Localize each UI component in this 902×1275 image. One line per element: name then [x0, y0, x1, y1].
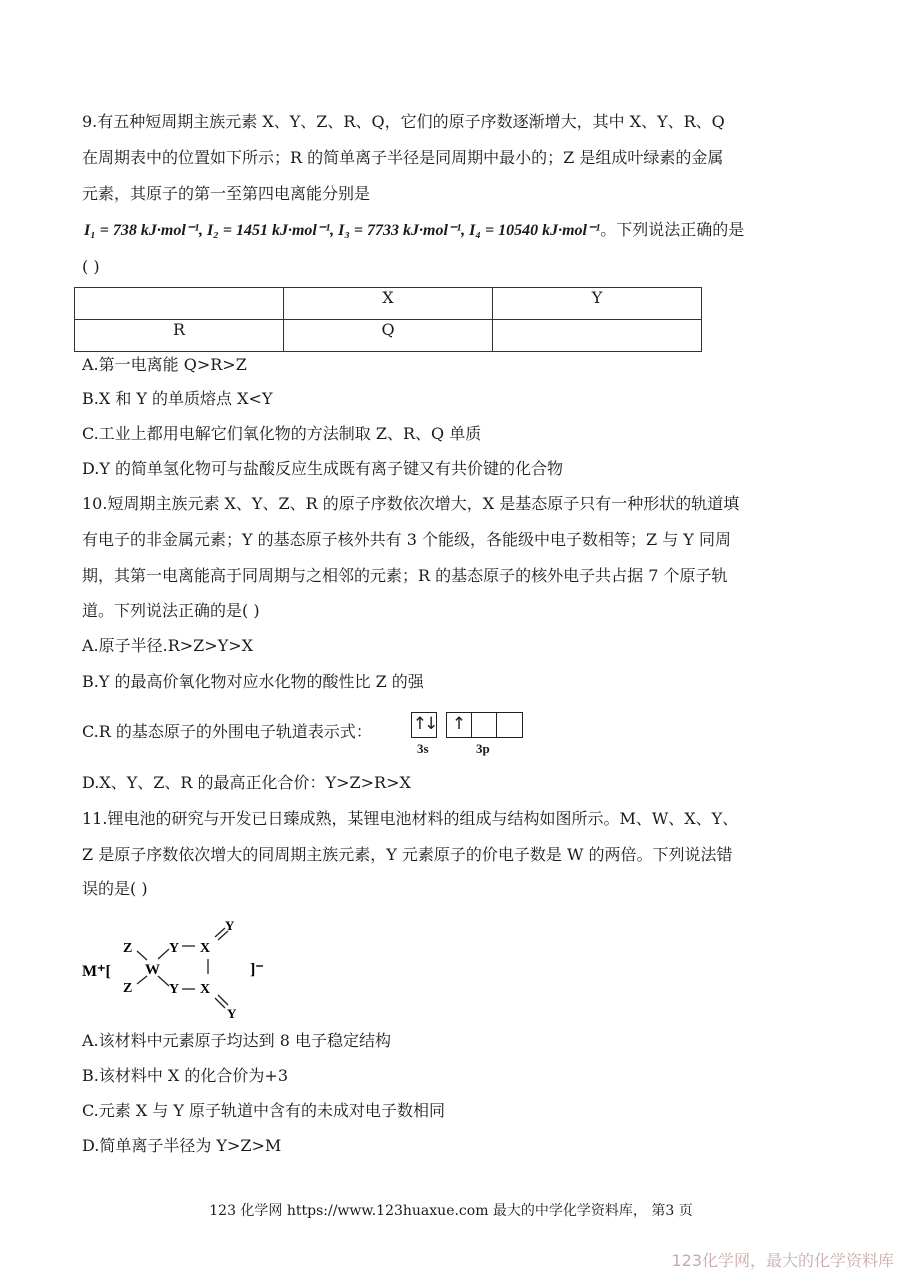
orbital-3p-cell-3: [497, 713, 522, 737]
table-cell: X: [284, 288, 493, 320]
table-cell: [75, 288, 284, 320]
q10-stem-line-2: 有电子的非金属元素；Y 的基态原子核外共有 3 个能级，各能级中电子数相等；Z 与 Y 同周: [82, 530, 731, 549]
table-cell: Q: [284, 320, 493, 352]
table-cell: [493, 320, 702, 352]
table-cell: R: [75, 320, 284, 352]
q11-option-c: C.元素 X 与 Y 原子轨道中含有的未成对电子数相同: [82, 1101, 446, 1120]
structure-atom-y-terminal-top: Y: [225, 918, 235, 933]
orbital-3p-box: [446, 712, 523, 738]
table-row: [75, 288, 702, 320]
q9-formula-tail: 。下列说法正确的是: [600, 220, 745, 239]
q11-stem-line-2: Z 是原子序数依次增大的同周期主族元素，Y 元素原子的价电子数是 W 的两倍。下列说法错: [82, 845, 733, 864]
structure-atom-y-top: Y: [169, 941, 180, 956]
structure-atom-x-bottom: X: [200, 982, 211, 997]
q10-option-d: D.X、Y、Z、R 的最高正化合价：Y>Z>R>X: [82, 773, 411, 792]
structure-cation: M⁺[: [82, 963, 111, 980]
q11-option-d: D.简单离子半径为 Y>Z>M: [82, 1136, 282, 1155]
structure-atom-z-bottom: Z: [123, 981, 133, 996]
structure-atom-w: W: [145, 962, 160, 978]
q11-option-a: A.该材料中元素原子均达到 8 电子稳定结构: [82, 1031, 391, 1050]
q10-option-b: B.Y 的最高价氧化物对应水化物的酸性比 Z 的强: [82, 672, 424, 691]
structure-atom-y-bottom: Y: [169, 982, 180, 997]
orbital-3p-cell-2: [472, 713, 497, 737]
lithium-salt-structure-diagram: [80, 910, 280, 1022]
spin-pair-icon: ↑↓: [412, 714, 436, 734]
q9-option-a: A.第一电离能 Q>R>Z: [82, 355, 247, 374]
q9-answer-blank: ( ): [82, 257, 100, 276]
q9-option-c: C.工业上都用电解它们氧化物的方法制取 Z、R、Q 单质: [82, 424, 482, 443]
periodic-position-table: [74, 287, 702, 352]
orbital-3p-cell-1: [447, 713, 472, 737]
page-footer: 123 化学网 https://www.123huaxue.com 最大的中学化学资料库， 第3 页: [209, 1203, 693, 1219]
structure-atom-x-top: X: [200, 941, 211, 956]
table-row: [75, 320, 702, 352]
q9-option-d: D.Y 的简单氢化物可与盐酸反应生成既有离子键又有共价键的化合物: [82, 459, 563, 478]
q9-ionization-energies: [84, 219, 744, 242]
q11-option-b: B.该材料中 X 的化合价为+3: [82, 1066, 288, 1085]
orbital-3s-box: [411, 712, 437, 738]
q9-stem-line-1: 9.有五种短周期主族元素 X、Y、Z、R、Q，它们的原子序数逐渐增大，其中 X、Y、R、Q: [82, 112, 725, 131]
q9-stem-line-3: 元素，其原子的第一至第四电离能分别是: [82, 184, 371, 203]
structure-anion-bracket: ]⁻: [250, 961, 264, 978]
q10-stem-line-4: 道。下列说法正确的是( ): [82, 601, 260, 620]
q10-option-c: C.R 的基态原子的外围电子轨道表示式：: [82, 722, 372, 741]
q10-option-a: A.原子半径.R>Z>Y>X: [82, 636, 254, 655]
q10-stem-line-1: 10.短周期主族元素 X、Y、Z、R 的原子序数依次增大，X 是基态原子只有一种形状的轨道填: [82, 494, 740, 513]
q9-formula: I₁ = 738 kJ·mol⁻¹, I₂ = 1451 kJ·mol⁻¹, I₃ = 7733 kJ·mol⁻¹, I₄ = 10540 kJ·mol⁻¹: [84, 222, 601, 239]
orbital-3p-label: 3p: [476, 741, 490, 756]
watermark: 123化学网，最大的化学资料库: [671, 1251, 894, 1270]
q9-option-b: B.X 和 Y 的单质熔点 X<Y: [82, 389, 273, 408]
table-cell: Y: [493, 288, 702, 320]
q10-stem-line-3: 期，其第一电离能高于同周期与之相邻的元素；R 的基态原子的核外电子共占据 7 个原子轨: [82, 566, 728, 585]
q9-stem-line-2: 在周期表中的位置如下所示；R 的简单离子半径是同周期中最小的；Z 是组成叶绿素的金属: [82, 148, 724, 167]
structure-atom-z-top: Z: [123, 941, 133, 956]
orbital-3s-label: 3s: [417, 741, 429, 756]
structure-atom-y-terminal-bottom: Y: [227, 1006, 237, 1021]
spin-up-icon: ↑: [451, 714, 467, 734]
q11-stem-line-1: 11.锂电池的研究与开发已日臻成熟，某锂电池材料的组成与结构如图所示。M、W、X、Y、: [82, 809, 739, 828]
q11-stem-line-3: 误的是( ): [82, 879, 148, 898]
